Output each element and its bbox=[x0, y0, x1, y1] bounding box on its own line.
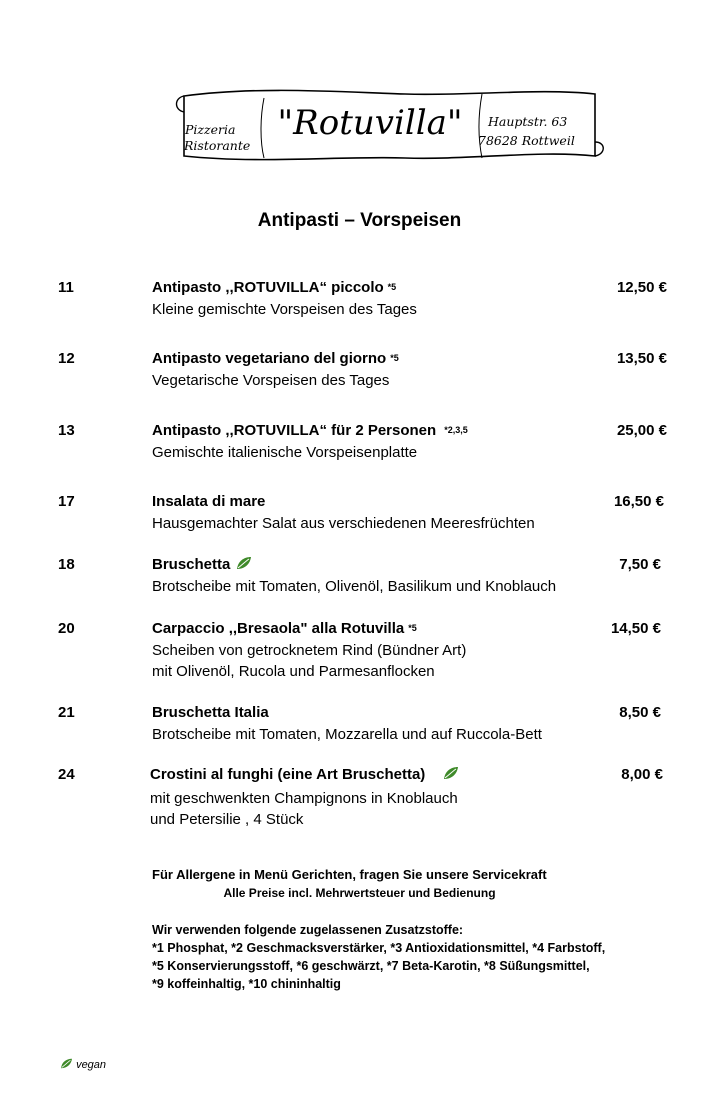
menu-section-title: Antipasti – Vorspeisen bbox=[257, 210, 462, 231]
vegan-legend-label: vegan bbox=[76, 1059, 107, 1071]
item-name bbox=[152, 279, 396, 296]
item-name bbox=[152, 493, 265, 510]
vegan-leaf-icon bbox=[236, 556, 252, 570]
item-name bbox=[152, 422, 468, 439]
item-price: 14,50 € bbox=[610, 620, 661, 637]
item-number: 21 bbox=[58, 704, 75, 721]
additives-line: *5 Konservierungsstoff, *6 geschwärzt, *7 Beta-Karotin, *8 Süßungsmittel, bbox=[152, 959, 590, 973]
item-additives: *5 bbox=[387, 282, 397, 292]
item-name bbox=[152, 704, 269, 721]
prices-note: Alle Preise incl. Mehrwertsteuer und Bedienung bbox=[223, 886, 496, 900]
item-number: 17 bbox=[58, 493, 75, 510]
item-additives: *2,3,5 bbox=[444, 425, 468, 435]
item-name-text: Insalata di mare bbox=[152, 493, 266, 510]
item-name-text: Antipasto ,,ROTUVILLA“ piccolo bbox=[152, 279, 384, 296]
item-description: mit Olivenöl, Rucola und Parmesanflocken bbox=[152, 663, 435, 680]
item-number: 18 bbox=[58, 556, 75, 573]
item-name bbox=[150, 766, 459, 783]
additives-line: *1 Phosphat, *2 Geschmacksverstärker, *3 Antioxidationsmittel, *4 Farbstoff, bbox=[152, 941, 606, 955]
item-name-text: Carpaccio ,,Bresaola" alla Rotuvilla bbox=[152, 620, 405, 637]
item-name-text: Crostini al funghi (eine Art Bruschetta) bbox=[150, 766, 426, 783]
item-name-text: Bruschetta Italia bbox=[152, 704, 269, 721]
item-name bbox=[152, 350, 399, 367]
vegan-legend bbox=[60, 1058, 106, 1071]
vegan-leaf-icon bbox=[60, 1058, 73, 1069]
allergen-note: Für Allergene in Menü Gerichten, fragen Sie unsere Servicekraft bbox=[152, 867, 547, 882]
logo-address-street: Hauptstr. 63 bbox=[488, 114, 568, 129]
item-name-text: Antipasto ,,ROTUVILLA“ für 2 Personen bbox=[152, 422, 437, 439]
vegan-leaf-icon bbox=[443, 766, 459, 780]
item-description: Brotscheibe mit Tomaten, Olivenöl, Basilikum und Knoblauch bbox=[152, 578, 557, 595]
item-description: Vegetarische Vorspeisen des Tages bbox=[152, 372, 390, 389]
item-additives: *5 bbox=[408, 623, 417, 633]
item-additives: *5 bbox=[390, 353, 399, 363]
item-price: 8,50 € bbox=[619, 704, 661, 721]
item-description: Kleine gemischte Vorspeisen des Tages bbox=[152, 301, 417, 318]
item-description: Hausgemachter Salat aus verschiedenen Meeresfrüchten bbox=[152, 515, 535, 532]
logo-pizzeria: Pizzeria bbox=[185, 122, 236, 137]
logo-ristorante: Ristorante bbox=[184, 138, 251, 153]
item-number: 24 bbox=[58, 766, 75, 783]
item-description: Brotscheibe mit Tomaten, Mozzarella und auf Ruccola-Bett bbox=[152, 726, 542, 743]
item-price: 12,50 € bbox=[616, 279, 667, 296]
item-number: 11 bbox=[58, 279, 74, 296]
item-number: 20 bbox=[58, 620, 75, 637]
item-description: und Petersilie , 4 Stück bbox=[150, 811, 304, 828]
item-name-text: Antipasto vegetariano del giorno bbox=[152, 350, 387, 367]
item-price: 8,00 € bbox=[621, 766, 663, 783]
logo-name: "Rotuvilla" bbox=[277, 103, 463, 143]
item-price: 25,00 € bbox=[616, 422, 667, 439]
additives-heading: Wir verwenden folgende zugelassenen Zusatzstoffe: bbox=[152, 923, 464, 937]
item-description: Scheiben von getrocknetem Rind (Bündner Art) bbox=[152, 642, 467, 659]
item-price: 7,50 € bbox=[619, 556, 661, 573]
item-number: 12 bbox=[58, 350, 75, 367]
item-price: 16,50 € bbox=[613, 493, 664, 510]
item-number: 13 bbox=[58, 422, 75, 439]
logo-address-city: 78628 Rottweil bbox=[478, 133, 575, 148]
additives-line: *9 koffeinhaltig, *10 chininhaltig bbox=[152, 977, 341, 991]
item-name bbox=[152, 556, 252, 573]
item-name-text: Bruschetta bbox=[152, 556, 231, 573]
item-price: 13,50 € bbox=[616, 350, 667, 367]
item-description: Gemischte italienische Vorspeisenplatte bbox=[152, 444, 418, 461]
item-description: mit geschwenkten Champignons in Knoblauch bbox=[150, 790, 458, 807]
restaurant-logo-banner bbox=[170, 82, 610, 168]
item-name bbox=[152, 620, 417, 637]
